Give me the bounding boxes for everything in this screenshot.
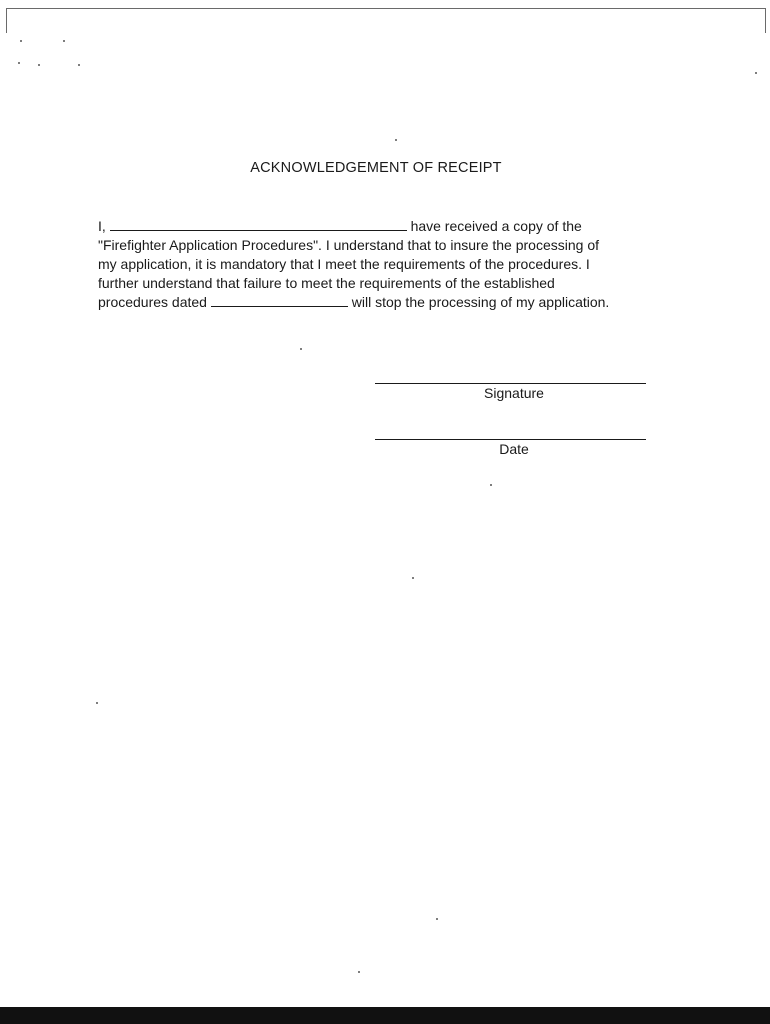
name-field[interactable] bbox=[110, 218, 407, 231]
signature-label: Signature bbox=[484, 385, 544, 401]
scan-bottom-edge bbox=[0, 1007, 770, 1024]
procedures-date-field[interactable] bbox=[211, 294, 348, 307]
paragraph-line-4: further understand that failure to meet the requirements of the established bbox=[98, 275, 555, 291]
line1-prefix: I, bbox=[98, 218, 106, 234]
document-title: ACKNOWLEDGEMENT OF RECEIPT bbox=[250, 160, 502, 176]
paragraph-line-3: my application, it is mandatory that I meet the requirements of the procedures. I bbox=[98, 256, 590, 272]
paragraph-line-1 bbox=[98, 217, 582, 236]
scan-speck bbox=[490, 484, 492, 486]
paragraph-line-2: "Firefighter Application Procedures". I understand that to insure the processing of bbox=[98, 237, 599, 253]
scan-speck bbox=[412, 577, 414, 579]
line1-suffix: have received a copy of the bbox=[410, 218, 582, 234]
date-label: Date bbox=[499, 441, 529, 457]
scan-speck bbox=[78, 64, 80, 66]
paragraph-line-5 bbox=[98, 293, 609, 312]
scan-speck bbox=[96, 702, 98, 704]
scan-speck bbox=[63, 40, 65, 42]
line5-prefix: procedures dated bbox=[98, 294, 207, 310]
scan-speck bbox=[38, 64, 40, 66]
scan-speck bbox=[436, 918, 438, 920]
scan-speck bbox=[395, 139, 397, 141]
scan-speck bbox=[755, 72, 757, 74]
scan-speck bbox=[20, 40, 22, 42]
signature-line[interactable] bbox=[375, 383, 646, 384]
line5-suffix: will stop the processing of my application. bbox=[351, 294, 610, 310]
scan-border bbox=[6, 8, 766, 33]
scan-speck bbox=[358, 971, 360, 973]
date-line[interactable] bbox=[375, 439, 646, 440]
scan-speck bbox=[300, 348, 302, 350]
scan-speck bbox=[18, 62, 20, 64]
